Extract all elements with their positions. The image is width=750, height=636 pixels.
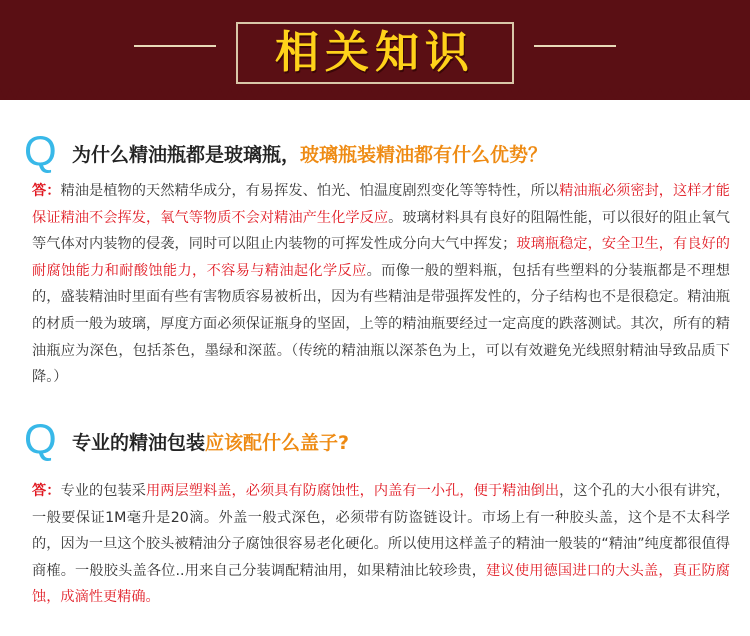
header-banner	[0, 0, 750, 100]
answer-text-run: 。而像一般的塑料瓶，包括有些塑料的分装瓶都是不理想的，盛装精油时里面有些有害物质容易被析出，因为有些精油是带强挥发性的，分子结构也不是很稳定。精油瓶的材质一般为玻璃，厚度方面必须保证瓶身的坚固，上等的精油瓶要经过一定高度的跌落测试。其次，所有的精油瓶应为深色，包括茶色，墨绿和深蓝。（传统的精油瓶以深茶色为上，可以有效避免光线照射精油导致品质下降。）	[32, 262, 730, 386]
answer-text-1	[32, 178, 730, 391]
question-title-1	[72, 142, 547, 168]
question-title-2-part-a: 专业的精油包装	[72, 432, 206, 454]
question-title-1-part-b: 玻璃瓶装精油都有什么优势？	[300, 144, 548, 166]
question-section-1	[24, 127, 734, 178]
question-title-2-part-b: 应该配什么盖子?	[205, 432, 350, 454]
answer-text-run: 精油是植物的天然精华成分，有易挥发、怕光、怕温度剧烈变化等等特性，所以	[60, 183, 560, 199]
banner-zigzag-edge	[0, 88, 750, 102]
answer-highlight: 建议使用德国进口的大头盖，真正防腐蚀，成滴性更精确。	[32, 562, 730, 606]
question-title-1-part-a: 为什么精油瓶都是玻璃瓶，	[72, 144, 301, 166]
answer-text-run: 。玻璃材料具有良好的阻隔性能，可以很好的阻止氧气等气体对内装物的侵袭，同时可以阻止内装物的可挥发性成分向大气中挥发；	[32, 209, 730, 253]
question-title-2	[72, 430, 349, 456]
answer-text-2	[32, 478, 730, 611]
question-heading-2	[24, 415, 734, 466]
q-mark-icon: Q	[24, 127, 57, 174]
question-section-2	[24, 415, 734, 466]
page-title: 相关知识	[275, 27, 475, 78]
answer-label: 答：	[32, 483, 61, 499]
answer-text-run: ，这个孔的大小很有讲究，一般要保证1M毫升是20滴。外盖一般式深色，必须带有防盗链设计。市场上有一种胶头盖，这个是不太科学的，因为一旦这个胶头被精油分子腐蚀很容易老化硬化。所以使用这样盖子的精油一般装的“精油”纯度都很值得商榷。一般胶头盖各位..用来自己分装调配精油用，如果精油比较珍贵，	[32, 483, 730, 579]
answer-highlight: 玻璃瓶稳定，安全卫生，有良好的耐腐蚀能力和耐酸蚀能力，不容易与精油起化学反应	[32, 236, 730, 279]
answer-highlight: 精油瓶必须密封，这样才能保证精油不会挥发，氧气等物质不会对精油产生化学反应	[32, 183, 730, 226]
q-mark-icon: Q	[24, 415, 57, 462]
answer-highlight: 用两层塑料盖，必须具有防腐蚀性，内盖有一小孔，便于精油倒出	[145, 483, 560, 499]
question-heading-1	[24, 127, 734, 178]
title-decor-line-right	[534, 45, 616, 47]
answer-text-run: 专业的包装采	[60, 483, 146, 499]
answer-label: 答：	[32, 183, 61, 199]
title-decor-line-left	[134, 45, 216, 47]
